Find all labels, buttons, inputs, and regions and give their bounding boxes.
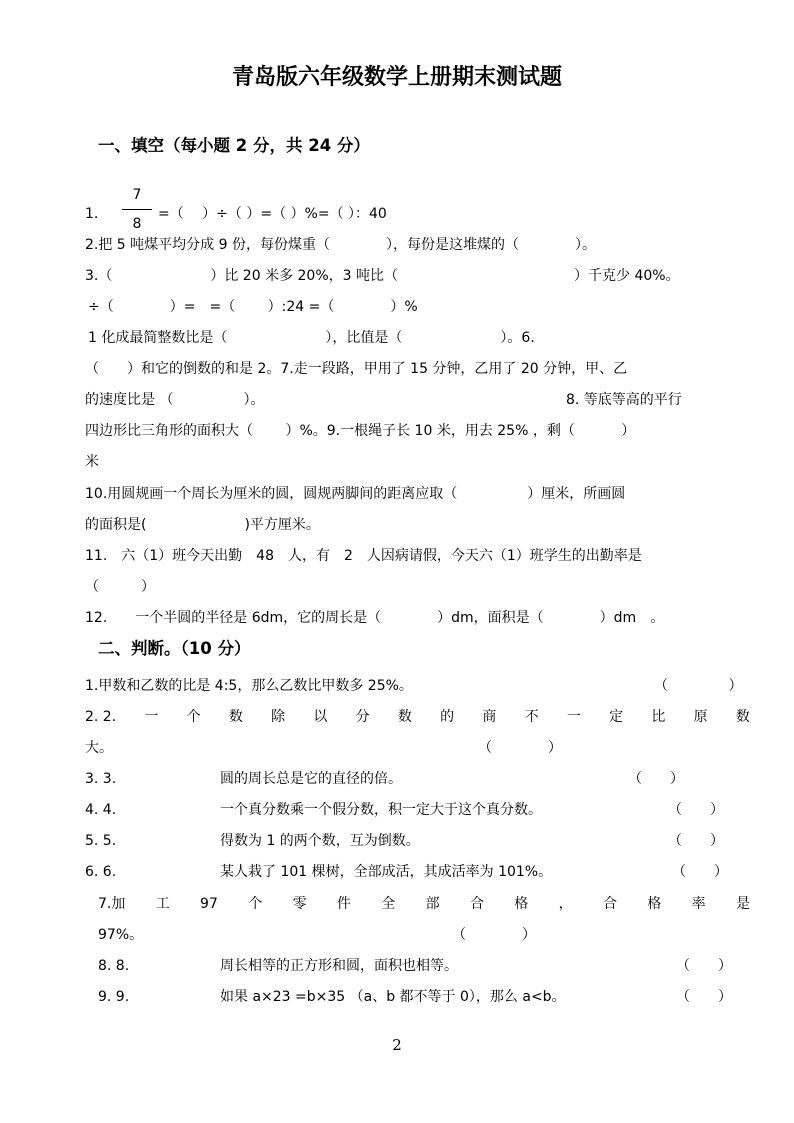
- fraction-bar: [122, 209, 152, 210]
- justified-char: 一: [144, 709, 159, 725]
- justified-char: 数: [228, 709, 243, 725]
- justified-char: 工: [155, 896, 170, 912]
- judgement-4-number: 4. 4.: [85, 802, 117, 818]
- judgement-9-answer-blank: （ ）: [676, 989, 732, 1005]
- question-1-number: 1.: [85, 206, 99, 222]
- question-7-ratio: 的速度比是 （ ）。: [85, 392, 265, 408]
- section-heading-fill-in: 一、填空（每小题 2 分，共 24 分）: [98, 136, 370, 155]
- question-3-part-a: 3.（ ）比 20 米多 20%，3 吨比（: [85, 268, 398, 284]
- justified-char: 2. 2.: [85, 709, 117, 725]
- question-2: 2.把 5 吨煤平均分成 9 份，每份煤重（ ），每份是这堆煤的（ ）。: [85, 237, 596, 253]
- judgement-7-continuation: 97%。: [98, 927, 144, 943]
- judgement-2-continuation: 大。: [85, 740, 113, 756]
- judgement-3-answer-blank: （ ）: [628, 771, 684, 787]
- justified-char: 97: [200, 896, 218, 912]
- justified-char: 格: [647, 896, 662, 912]
- judgement-5-answer-blank: （ ）: [668, 833, 724, 849]
- justified-char: 比: [651, 709, 666, 725]
- justified-char: 不: [524, 709, 539, 725]
- justified-char: 以: [313, 709, 328, 725]
- justified-char: 商: [482, 709, 497, 725]
- question-11-line-2: （ ）: [85, 579, 155, 595]
- justified-char: ，: [558, 896, 573, 912]
- justified-char: 件: [336, 896, 351, 912]
- justified-char: 零: [292, 896, 307, 912]
- justified-char: 定: [609, 709, 624, 725]
- page-title: 青岛版六年级数学上册期末测试题: [231, 64, 562, 90]
- judgement-4-answer-blank: （ ）: [668, 802, 724, 818]
- justified-char: 格: [514, 896, 529, 912]
- judgement-4-text: 一个真分数乘一个假分数，积一定大于这个真分数。: [220, 802, 542, 818]
- justified-char: 个: [248, 896, 263, 912]
- judgement-1-answer-blank: （ ）: [654, 678, 743, 694]
- fraction-denominator: 8: [132, 216, 142, 232]
- judgement-3-number: 3. 3.: [85, 771, 117, 787]
- judgement-9-text: 如果 a×23 =b×35 （a、b 都不等于 0），那么 a<b。: [220, 989, 566, 1005]
- question-10-line-2: 的面积是( )平方厘米。: [85, 517, 320, 533]
- question-4: ÷（ ）= =（ ）:24 =（ ）%: [88, 299, 418, 315]
- justified-char: 数: [735, 709, 750, 725]
- judgement-8-text: 周长相等的正方形和圆，面积也相等。: [220, 958, 458, 974]
- justified-char: 除: [271, 709, 286, 725]
- judgement-7-justified-line: [98, 897, 750, 911]
- judgement-8-number: 8. 8.: [98, 958, 130, 974]
- justified-char: 一: [566, 709, 581, 725]
- question-5: 1 化成最简整数比是（ ），比值是（ ）。6.: [88, 330, 535, 346]
- justified-char: 数: [397, 709, 412, 725]
- justified-char: 7.加: [98, 896, 126, 912]
- judgement-9-number: 9. 9.: [98, 989, 130, 1005]
- question-8-9: 四边形比三角形的面积大（ ）%。9.一根绳子长 10 米，用去 25% ，剩（ ）: [85, 423, 636, 439]
- justified-char: 的: [440, 709, 455, 725]
- justified-char: 全: [381, 896, 396, 912]
- judgement-5-number: 5. 5.: [85, 833, 117, 849]
- question-9-unit: 米: [85, 454, 99, 470]
- judgement-1-text: 1.甲数和乙数的比是 4:5，那么乙数比甲数多 25%。: [85, 678, 413, 694]
- judgement-3-text: 圆的周长总是它的直径的倍。: [220, 771, 402, 787]
- question-10-line-1: 10.用圆规画一个周长为厘米的圆，圆规两脚间的距离应取（ ）厘米，所画圆: [85, 486, 626, 502]
- justified-char: 合: [602, 896, 617, 912]
- judgement-2-answer-blank: （ ）: [478, 740, 562, 756]
- justified-char: 分: [355, 709, 370, 725]
- justified-char: 率: [691, 896, 706, 912]
- judgement-6-text: 某人栽了 101 棵树，全部成活，其成活率为 101%。: [220, 864, 553, 880]
- judgement-6-number: 6. 6.: [85, 864, 117, 880]
- page-number: 2: [392, 1036, 402, 1054]
- justified-char: 个: [186, 709, 201, 725]
- justified-char: 原: [693, 709, 708, 725]
- justified-char: 是: [736, 896, 750, 912]
- judgement-5-text: 得数为 1 的两个数，互为倒数。: [220, 833, 420, 849]
- judgement-8-answer-blank: （ ）: [676, 958, 732, 974]
- question-8-start: 8. 等底等高的平行: [566, 392, 682, 408]
- question-3-part-b: ）千克少 40%。: [574, 268, 680, 284]
- judgement-7-answer-blank: （ ）: [452, 927, 536, 943]
- justified-char: 合: [469, 896, 484, 912]
- judgement-6-answer-blank: （ ）: [672, 864, 728, 880]
- question-12: 12. 一个半圆的半径是 6dm，它的周长是（ ）dm，面积是（ ）dm 。: [85, 610, 665, 626]
- judgement-2-justified-line: [85, 710, 750, 724]
- question-11-line-1: 11. 六（1）班今天出勤 48 人，有 2 人因病请假，今天六（1）班学生的出勤率是: [85, 548, 642, 564]
- question-1-text: =（ ）÷（ ）=（ ）%=（ ）：40: [158, 206, 387, 222]
- question-6-7: （ ）和它的倒数的和是 2。7.走一段路，甲用了 15 分钟，乙用了 20 分钟，甲、乙: [85, 361, 628, 377]
- fraction-numerator: 7: [132, 187, 142, 203]
- justified-char: 部: [425, 896, 440, 912]
- section-heading-judgement: 二、判断。（10 分）: [98, 639, 251, 658]
